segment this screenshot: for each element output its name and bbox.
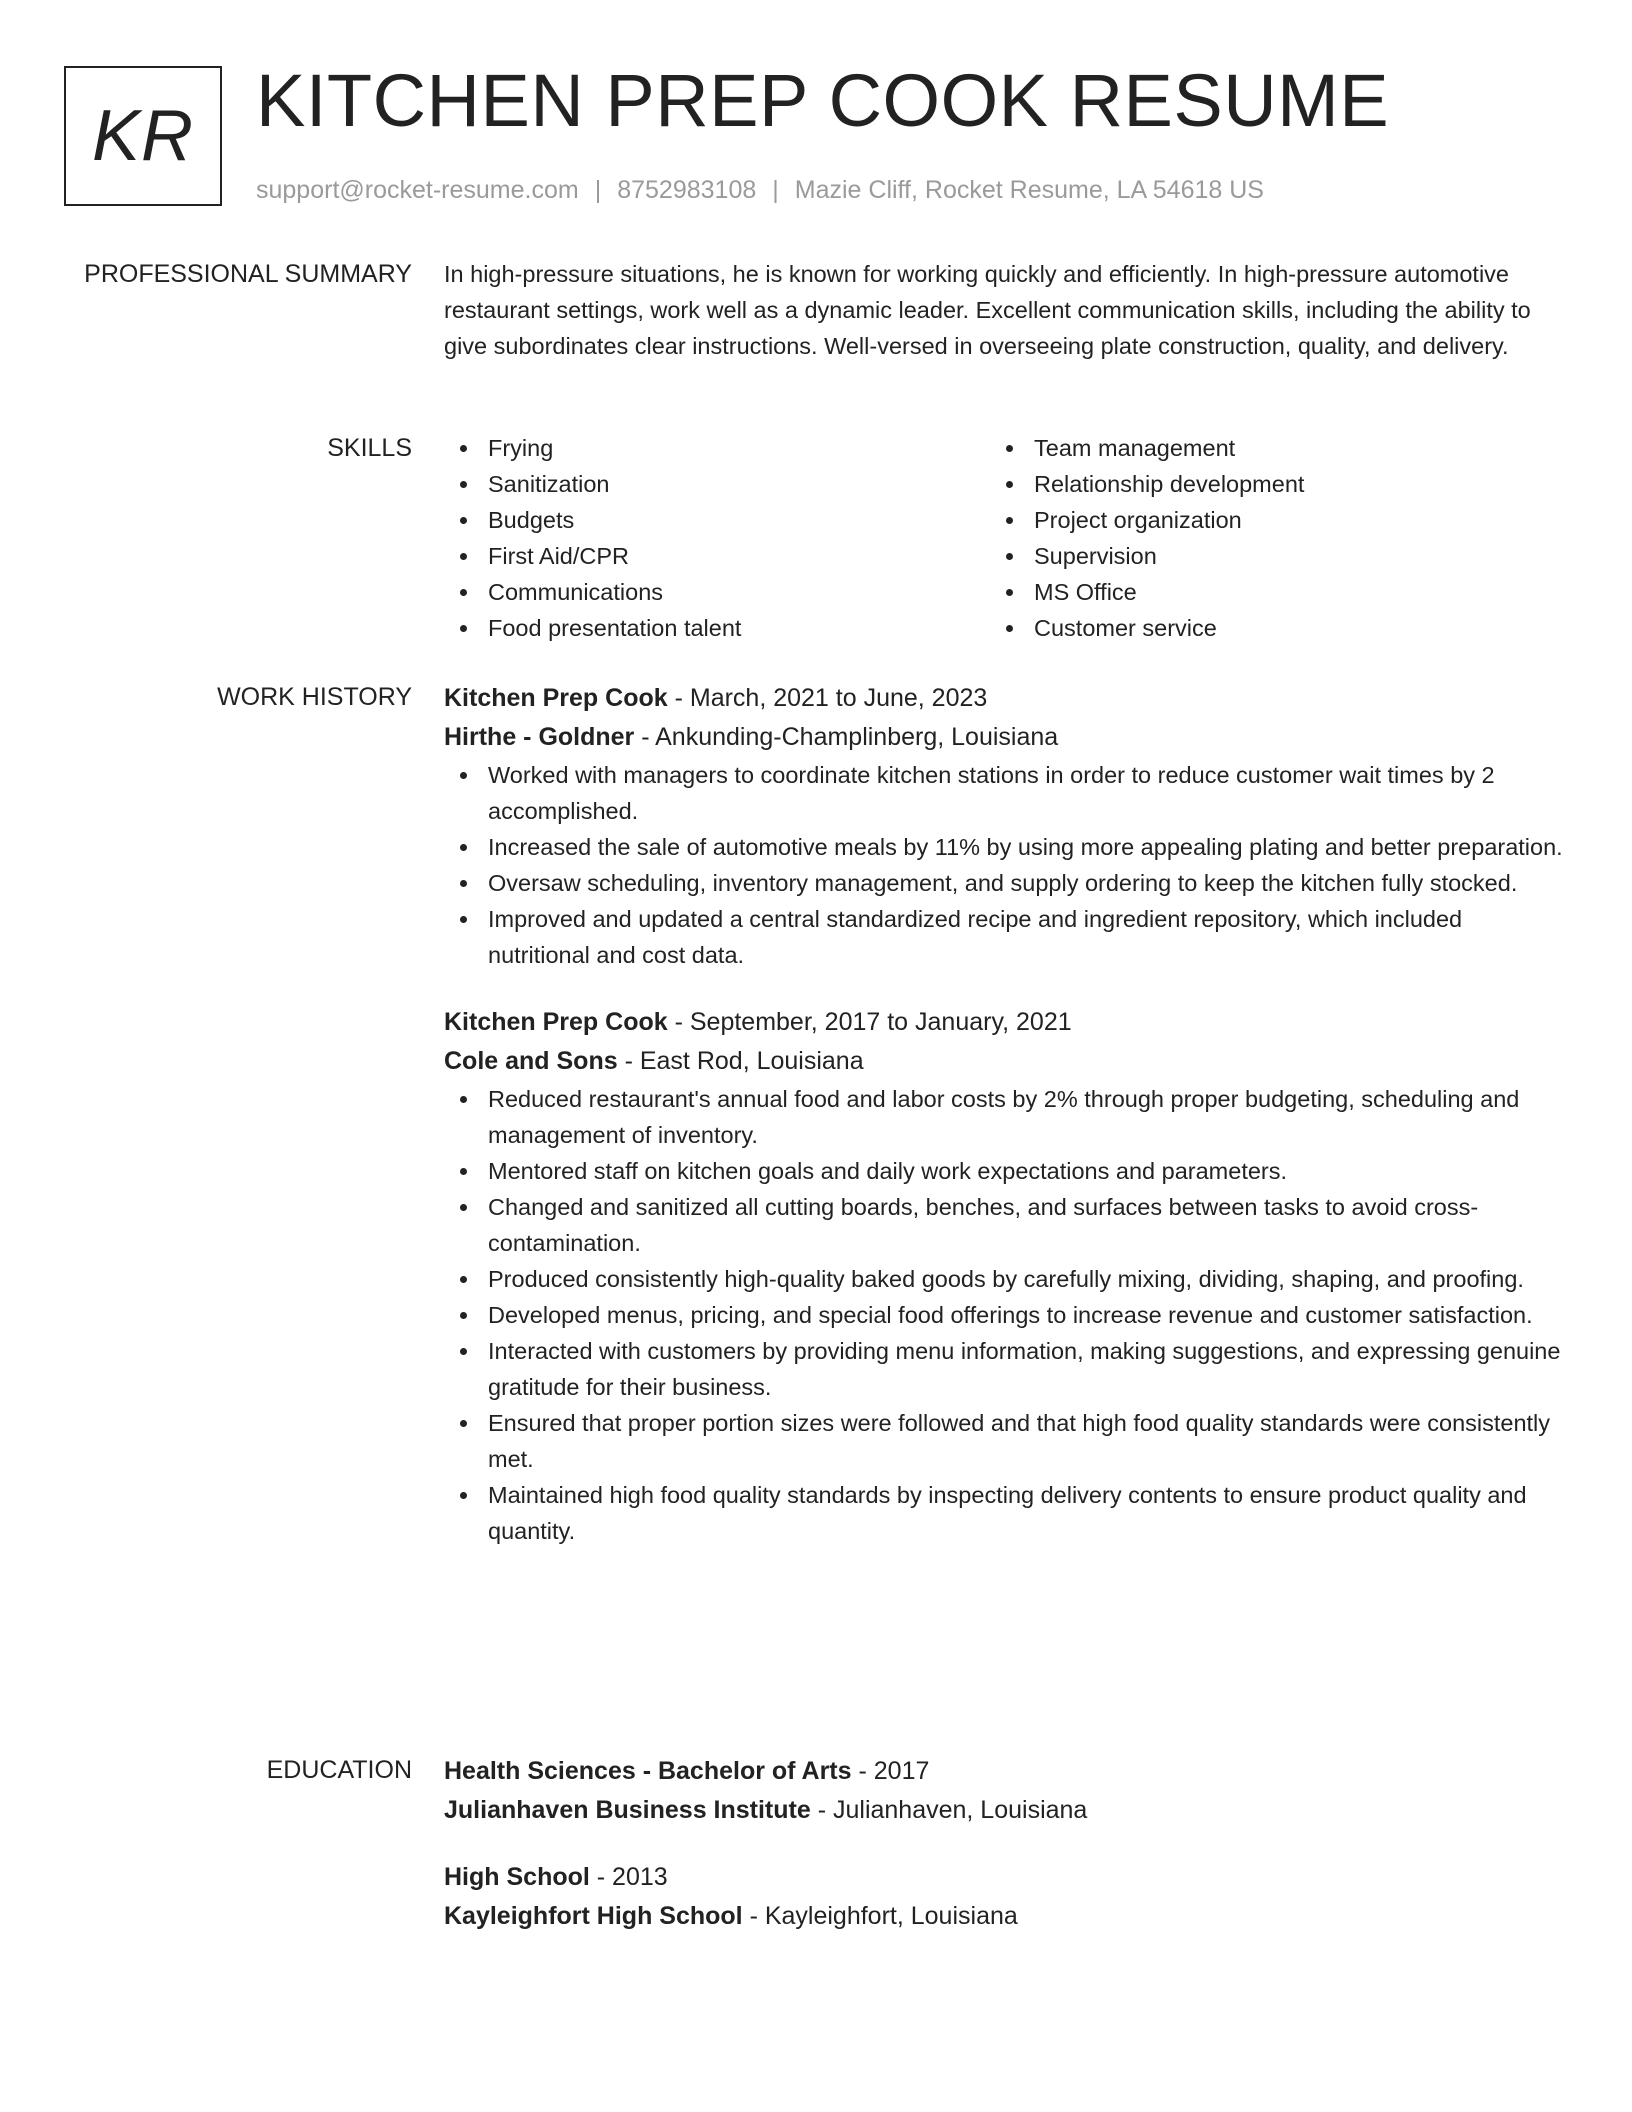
skill-item: Sanitization <box>444 466 990 502</box>
job-duty: Oversaw scheduling, inventory management, and supply ordering to keep the kitchen fully stocked. <box>444 865 1564 901</box>
contact-email[interactable]: support@rocket-resume.com <box>256 176 579 204</box>
education-degree: Health Sciences - Bachelor of Arts <box>444 1757 852 1785</box>
job-company-line <box>444 1041 1564 1081</box>
education-school-line <box>444 1896 1564 1936</box>
skills-heading: SKILLS <box>327 434 412 462</box>
job-duty: Changed and sanitized all cutting boards, benches, and surfaces between tasks to avoid cross-contamination. <box>444 1189 1564 1261</box>
summary-heading: PROFESSIONAL SUMMARY <box>84 260 412 288</box>
job-location: - East Rod, Louisiana <box>617 1047 864 1075</box>
job-entry <box>444 1003 1564 1549</box>
job-duty: Interacted with customers by providing menu information, making suggestions, and expressing genuine gratitude for their business. <box>444 1333 1564 1405</box>
skill-item: Food presentation talent <box>444 610 990 646</box>
job-company-line <box>444 717 1564 757</box>
education-school: Kayleighfort High School <box>444 1902 743 1930</box>
summary-text: In high-pressure situations, he is known for working quickly and efficiently. In high-pressure automotive restaurant settings, work well as a dynamic leader. Excellent communication skills, including the ability to give subordinates clear instructions. Well-versed in overseeing plate construction, quality, and delivery. <box>444 261 1531 359</box>
skill-item: Communications <box>444 574 990 610</box>
contact-line <box>256 174 1264 206</box>
job-duty: Reduced restaurant's annual food and labor costs by 2% through proper budgeting, scheduling and management of inventory. <box>444 1081 1564 1153</box>
education-degree: High School <box>444 1863 590 1891</box>
education-heading: EDUCATION <box>266 1756 412 1784</box>
page-title: KITCHEN PREP COOK RESUME <box>256 59 1390 142</box>
job-dates: - September, 2017 to January, 2021 <box>667 1008 1072 1036</box>
job-duties-list <box>444 1081 1564 1549</box>
education-school: Julianhaven Business Institute <box>444 1796 811 1824</box>
education-degree-line <box>444 1858 1564 1896</box>
job-title: Kitchen Prep Cook <box>444 1008 668 1036</box>
contact-address: Mazie Cliff, Rocket Resume, LA 54618 US <box>794 176 1264 204</box>
education-content <box>444 1752 1564 1964</box>
skill-item: Customer service <box>990 610 1536 646</box>
job-company: Hirthe - Goldner <box>444 723 635 751</box>
job-title-line <box>444 679 1564 717</box>
job-location: - Ankunding-Champlinberg, Louisiana <box>634 723 1059 751</box>
skill-item: Team management <box>990 430 1536 466</box>
work-heading: WORK HISTORY <box>217 683 412 711</box>
job-title-line <box>444 1003 1564 1041</box>
contact-phone[interactable]: 8752983108 <box>617 176 757 204</box>
education-year: - 2017 <box>851 1757 930 1785</box>
job-company: Cole and Sons <box>444 1047 618 1075</box>
skill-item: Relationship development <box>990 466 1536 502</box>
skill-item: First Aid/CPR <box>444 538 990 574</box>
job-duty: Ensured that proper portion sizes were followed and that high food quality standards were consistently met. <box>444 1405 1564 1477</box>
work-content <box>444 679 1564 1549</box>
summary-content <box>444 256 1564 364</box>
skills-content <box>444 430 1564 646</box>
education-entry <box>444 1752 1564 1830</box>
contact-separator: | <box>594 176 602 204</box>
job-title: Kitchen Prep Cook <box>444 684 668 712</box>
job-duty: Developed menus, pricing, and special food offerings to increase revenue and customer satisfaction. <box>444 1297 1564 1333</box>
skills-grid <box>444 430 1564 646</box>
monogram-box <box>64 66 222 206</box>
job-dates: - March, 2021 to June, 2023 <box>667 684 988 712</box>
skill-item: Project organization <box>990 502 1536 538</box>
job-duty: Mentored staff on kitchen goals and daily work expectations and parameters. <box>444 1153 1564 1189</box>
job-duty: Improved and updated a central standardized recipe and ingredient repository, which included nutritional and cost data. <box>444 901 1564 973</box>
skill-item: Supervision <box>990 538 1536 574</box>
monogram-initials: KR <box>91 96 195 176</box>
education-location: - Julianhaven, Louisiana <box>810 1796 1088 1824</box>
skill-item: Budgets <box>444 502 990 538</box>
education-school-line <box>444 1790 1564 1830</box>
job-duty: Produced consistently high-quality baked goods by carefully mixing, dividing, shaping, and proofing. <box>444 1261 1564 1297</box>
education-year: - 2013 <box>589 1863 668 1891</box>
skills-list-left <box>444 430 990 646</box>
job-duties-list <box>444 757 1564 973</box>
contact-separator: | <box>772 176 779 204</box>
job-duty: Increased the sale of automotive meals by 11% by using more appealing plating and better preparation. <box>444 829 1564 865</box>
education-entry <box>444 1858 1564 1936</box>
skill-item: Frying <box>444 430 990 466</box>
job-entry <box>444 679 1564 973</box>
skills-list-right <box>990 430 1536 646</box>
education-degree-line <box>444 1752 1564 1790</box>
job-duty: Maintained high food quality standards by inspecting delivery contents to ensure product quality and quantity. <box>444 1477 1564 1549</box>
education-location: - Kayleighfort, Louisiana <box>742 1902 1018 1930</box>
job-duty: Worked with managers to coordinate kitchen stations in order to reduce customer wait times by 2 accomplished. <box>444 757 1564 829</box>
skill-item: MS Office <box>990 574 1536 610</box>
